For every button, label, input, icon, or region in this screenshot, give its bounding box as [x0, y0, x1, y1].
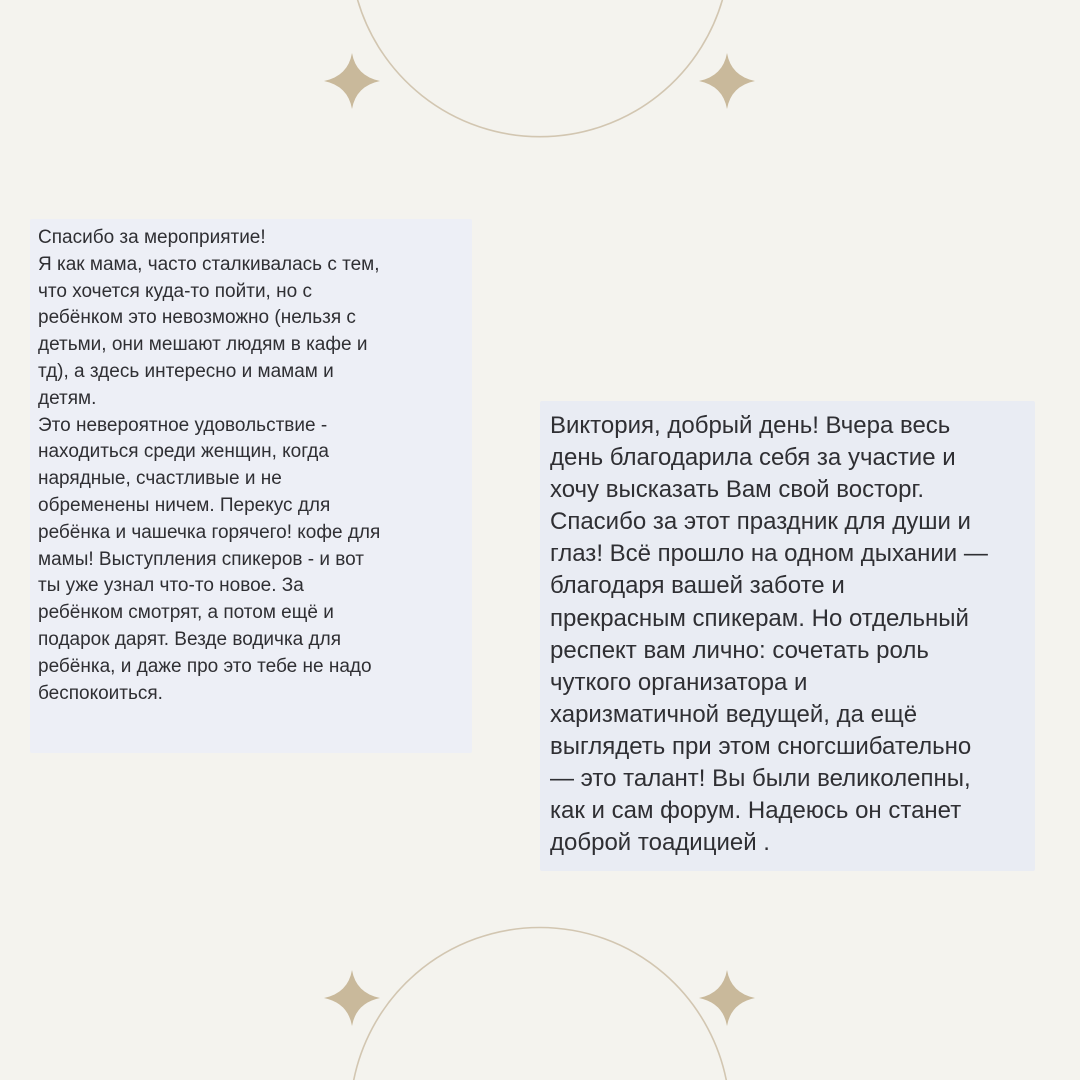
message-line: — это талант! Вы были великолепны, [550, 765, 971, 793]
message-line: подарок дарят. Везде водичка для [38, 628, 341, 650]
message-line: обременены ничем. Перекус для [38, 494, 331, 516]
message-line: нарядные, счастливые и не [38, 468, 282, 490]
sparkle-icon [699, 970, 755, 1026]
message-line: глаз! Всё прошло на одном дыхании — [550, 540, 988, 568]
message-line: Спасибо за мероприятие! [38, 227, 266, 248]
message-line: респект вам лично: сочетать роль [550, 636, 929, 664]
review-card-right [540, 401, 1035, 871]
message-line: ребёнком это невозможно (нельзя с [38, 307, 356, 329]
message-line: благодаря вашей заботе и [550, 572, 845, 600]
message-line: Виктория, добрый день! Вчера весь [550, 412, 951, 439]
sparkle-icon [324, 53, 380, 109]
bottom-arc [352, 927, 728, 1080]
message-line: прекрасным спикерам. Но отдельный [550, 604, 969, 632]
message-line: тд), а здесь интересно и мамам и [38, 360, 334, 382]
message-line: доброй тоадицией . [550, 829, 770, 857]
message-line: чуткого организатора и [550, 668, 808, 696]
message-line: ты уже узнал что-то новое. За [38, 575, 304, 597]
sparkle-icon [324, 970, 380, 1026]
sparkle-icon [699, 53, 755, 109]
message-line: мамы! Выступления спикеров - и вот [38, 548, 364, 570]
message-line: находиться среди женщин, когда [38, 441, 329, 463]
message-line: Я как мама, часто сталкивалась с тем, [38, 253, 380, 275]
message-line: харизматичной ведущей, да ещё [550, 700, 918, 728]
message-line: выглядеть при этом сногсшибательно [550, 732, 972, 760]
message-line: ребёнком смотрят, а потом ещё и [38, 602, 334, 624]
message-line: как и сам форум. Надеюсь он станет [550, 797, 962, 825]
message-line: хочу высказать Вам свой восторг. [550, 476, 924, 504]
review-card-left [30, 219, 472, 753]
message-line: беспокоиться. [38, 682, 163, 704]
message-line: день благодарила себя за участие и [550, 444, 956, 472]
message-line: детям. [38, 387, 97, 409]
message-line: детьми, они мешают людям в кафе и [38, 334, 368, 356]
top-arc [355, 0, 725, 137]
message-line: Это невероятное удовольствие - [38, 414, 328, 436]
message-line: Спасибо за этот праздник для души и [550, 508, 971, 536]
message-line: ребёнка и чашечка горячего! кофе для [38, 521, 381, 543]
message-line: ребёнка, и даже про это тебе не надо [38, 655, 372, 677]
message-line: что хочется куда-то пойти, но с [38, 280, 312, 302]
